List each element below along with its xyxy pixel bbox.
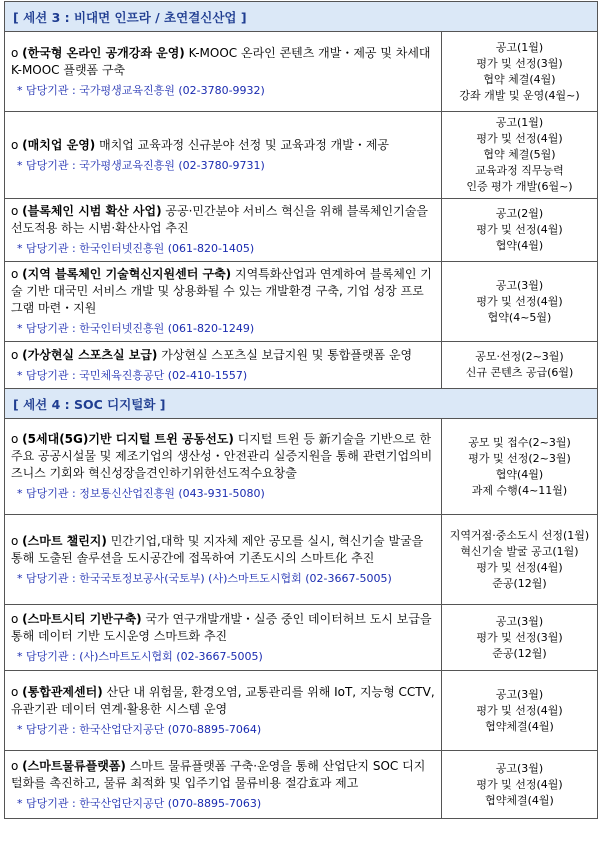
schedule-line: 평가 및 선정(4월) [476,132,563,145]
program-row [5,342,598,389]
schedule-line: 공모·선정(2~3월) [475,350,564,363]
schedule-line: 준공(12월) [492,646,547,660]
bullet-mark: o [11,267,19,281]
program-description [11,137,435,154]
bullet-mark: o [11,432,19,446]
bullet-mark: o [11,533,19,548]
schedule-cell [442,199,598,262]
program-description-cell [5,342,442,389]
schedule-line: 협약 체결(5월) [483,148,556,161]
schedule-line: 교육과정 직무능력 [475,164,564,177]
contact-agency: * 담당기관 : (사)스마트도시협회 (02-3667-5005) [17,649,263,663]
program-title: (스마트물류플랫폼) [22,758,126,773]
schedule-cell [442,32,598,112]
schedule-line: 과제 수행(4~11월) [471,483,568,497]
schedule-line: 협약 체결(4월) [483,72,556,86]
section-header: [ 세션 4 : SOC 디지털화 ] [5,389,598,419]
schedule-line: 공고(3월) [495,614,544,628]
schedule-line: 혁신기술 발굴 공고(1월) [460,544,579,558]
program-row [5,671,598,751]
schedule-cell [442,342,598,389]
schedule-cell [442,112,598,199]
program-text: 디지털 트윈 등 新기술을 기반으로 한 주요 공공시설물 및 제조기업의 생산성・안전관리 실증지원을 통해 관련기업의비즈니스 기회와 혁신성장을견인하기위한선도적수요창출 [11,432,433,480]
schedule-line: 공모 및 접수(2~3월) [468,435,571,449]
schedule-line: 신규 콘텐츠 공급(6월) [465,366,574,379]
program-description-cell [5,419,442,515]
program-table-wrapper [4,1,597,819]
program-table [4,1,598,819]
schedule-cell [442,671,598,751]
schedule-cell [442,605,598,671]
program-description [11,431,435,482]
schedule-line: 지역거점·중소도시 선정(1월) [449,528,590,542]
schedule-line: 평가 및 선정(4월) [476,560,563,574]
bullet-mark: o [11,758,19,773]
program-row [5,605,598,671]
bullet-mark: o [11,137,19,152]
program-row [5,515,598,605]
schedule-line: 평가 및 선정(3월) [476,630,563,644]
bullet-mark: o [11,347,19,362]
program-description-cell [5,671,442,751]
schedule-line: 공고(1월) [495,116,544,129]
schedule-line: 공고(1월) [495,40,544,54]
bullet-mark: o [11,684,19,699]
program-text: 민간기업,대학 및 지자체 제안 공모를 실시, 혁신기술 발굴을 통해 도출된 솔루션을 도시공간에 접목하여 기존도시의 스마트化 추진 [11,533,424,565]
program-description [11,758,435,792]
contact-agency: * 담당기관 : 한국국토정보공사(국토부) (사)스마트도시협회 (02-3667-5005) [17,571,392,585]
schedule-line: 협약체결(4월) [485,793,554,807]
program-row [5,419,598,515]
schedule-cell [442,751,598,819]
program-description [11,347,435,364]
schedule-line: 협약(4월) [495,239,544,252]
program-text: 매치업 교육과정 신규분야 선정 및 교육과정 개발・제공 [95,137,390,152]
bullet-mark: o [11,204,19,218]
program-title: (매치업 운영) [22,137,96,152]
schedule-line: 공고(3월) [495,761,544,775]
schedule-line: 협약(4월) [495,467,544,481]
program-title: (블록체인 시범 확산 사업) [22,204,162,218]
program-row [5,751,598,819]
program-title: (한국형 온라인 공개강좌 운영) [22,45,185,60]
program-text: 국가 연구개발개발・실증 중인 데이터허브 도시 보급을 통해 데이터 기반 도시운영 스마트화 추진 [11,611,432,643]
program-description-cell [5,515,442,605]
program-description [11,611,435,645]
contact-agency: * 담당기관 : 한국인터넷진흥원 (061-820-1405) [17,242,255,255]
schedule-line: 공고(3월) [495,278,544,292]
contact-agency: * 담당기관 : 한국산업단지공단 (070-8895-7064) [17,722,262,736]
schedule-line: 평가 및 선정(4월) [476,223,563,236]
schedule-line: 협약(4~5월) [487,310,552,324]
schedule-cell [442,515,598,605]
schedule-line: 평가 및 선정(4월) [476,777,563,791]
program-row [5,112,598,199]
contact-agency: * 담당기관 : 국가평생교육진흥원 (02-3780-9731) [17,158,265,172]
program-title: (5세대(5G)기반 디지털 트윈 공동선도) [22,432,234,446]
program-description-cell [5,605,442,671]
program-title: (가상현실 스포츠실 보급) [22,347,158,362]
program-text: 공공·민간분야 서비스 혁신을 위해 블록체인기술을 선도적용 하는 시범·확산사업 추진 [11,204,428,235]
schedule-line: 평가 및 선정(2~3월) [468,451,571,465]
program-description [11,266,435,317]
program-title: (스마트시티 기반구축) [22,611,142,626]
program-row [5,199,598,262]
program-text: 지역특화산업과 연계하여 블록체인 기술 기반 대국민 서비스 개발 및 상용화될 수 있는 개발환경 구축, 기업 성장 프로그램 마련・지원 [11,267,432,315]
program-row [5,262,598,342]
program-description-cell [5,262,442,342]
program-text: K-MOOC 온라인 콘텐츠 개발・제공 및 차세대 K-MOOC 플랫폼 구축 [11,45,431,77]
contact-agency: * 담당기관 : 국가평생교육진흥원 (02-3780-9932) [17,83,265,97]
schedule-line: 강좌 개발 및 운영(4월~) [459,88,580,102]
contact-agency: * 담당기관 : 한국산업단지공단 (070-8895-7063) [17,796,262,810]
program-description-cell [5,112,442,199]
contact-agency: * 담당기관 : 국민체육진흥공단 (02-410-1557) [17,368,248,382]
program-title: (지역 블록체인 기술혁신지원센터 구축) [22,267,232,281]
program-text: 가상현실 스포츠실 보급지원 및 통합플랫폼 운영 [157,347,413,362]
section-header: [ 세션 3 : 비대면 인프라 / 초연결신산업 ] [5,2,598,32]
schedule-cell [442,262,598,342]
schedule-line: 평가 및 선정(3월) [476,56,563,70]
bullet-mark: o [11,45,19,60]
program-description [11,684,435,718]
section-header-row [5,389,598,419]
program-title: (통합관제센터) [22,684,103,699]
schedule-line: 평가 및 선정(4월) [476,294,563,308]
program-text: 산단 내 위험물, 환경오염, 교통관리를 위해 IoT, 지능형 CCTV, 유관기관 데이터 연계·활용한 시스템 운영 [11,684,435,716]
program-text: 스마트 물류플랫폼 구축·운영을 통해 산업단지 SOC 디지털화를 촉진하고, 물류 최적화 및 입주기업 물류비용 절감효과 제고 [11,758,426,790]
contact-agency: * 담당기관 : 정보통신산업진흥원 (043-931-5080) [17,487,265,500]
section-header-row [5,2,598,32]
program-description-cell [5,32,442,112]
program-row [5,32,598,112]
program-description [11,45,435,79]
schedule-line: 협약체결(4월) [485,719,554,733]
program-title: (스마트 챌린지) [22,533,107,548]
contact-agency: * 담당기관 : 한국인터넷진흥원 (061-820-1249) [17,322,255,335]
schedule-line: 공고(2월) [495,207,544,220]
program-description [11,203,435,237]
program-description-cell [5,199,442,262]
schedule-line: 준공(12월) [492,576,547,590]
schedule-line: 인증 평가 개발(6월~) [466,180,573,193]
schedule-cell [442,419,598,515]
schedule-line: 공고(3월) [495,687,544,701]
bullet-mark: o [11,611,19,626]
schedule-line: 평가 및 선정(4월) [476,703,563,717]
program-description [11,533,435,567]
program-description-cell [5,751,442,819]
